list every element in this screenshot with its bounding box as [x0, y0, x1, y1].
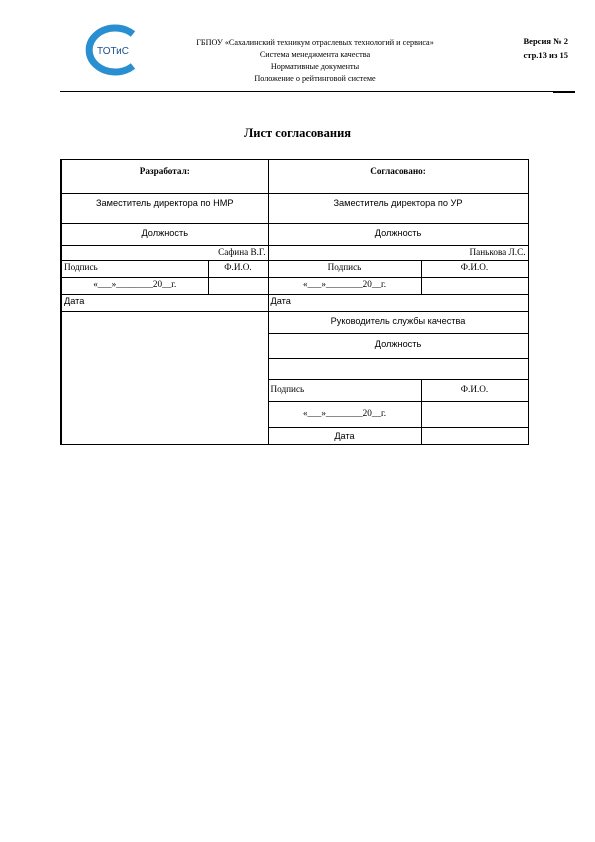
- left-date-caption: Дата: [61, 295, 268, 312]
- version-label: Версия № 2: [523, 36, 568, 46]
- right-position-value: Заместитель директора по УР: [268, 194, 528, 224]
- quality-head-position: Руководитель службы качества: [268, 312, 528, 334]
- left-fio-caption: Ф.И.О.: [208, 261, 268, 278]
- quality-date-caption: Дата: [268, 428, 421, 445]
- logo-text: ТОТиС: [97, 46, 129, 57]
- docs-category: Нормативные документы: [270, 62, 360, 71]
- left-position-value: Заместитель директора по НМР: [61, 194, 268, 224]
- left-empty-area: [61, 312, 268, 445]
- regulation-name: Положение о рейтинговой системе: [254, 74, 376, 83]
- agreed-header: Согласовано:: [268, 160, 528, 194]
- right-date-caption: Дата: [268, 295, 528, 312]
- left-date-placeholder: «___»________20__г.: [61, 278, 208, 295]
- quality-signature-caption: Подпись: [268, 380, 421, 402]
- quality-date-blank: [421, 402, 528, 428]
- left-date-blank: [208, 278, 268, 295]
- right-position-caption: Должность: [268, 224, 528, 246]
- right-name: Панькова Л.С.: [268, 246, 528, 261]
- right-date-placeholder: «___»________20__г.: [268, 278, 421, 295]
- quality-fio-caption: Ф.И.О.: [421, 380, 528, 402]
- right-fio-caption: Ф.И.О.: [421, 261, 528, 278]
- approval-table: [60, 159, 529, 445]
- system-name: Система менеджмента качества: [259, 50, 371, 59]
- quality-position-caption: Должность: [268, 334, 528, 359]
- quality-name-blank: [268, 359, 528, 380]
- right-date-blank: [421, 278, 528, 295]
- left-name: Сафина В.Г.: [61, 246, 268, 261]
- page-title: Лист согласования: [243, 126, 352, 140]
- left-position-caption: Должность: [61, 224, 268, 246]
- page-label: стр.13 из 15: [523, 50, 568, 60]
- header-divider: [60, 91, 575, 92]
- left-signature-caption: Подпись: [61, 261, 208, 278]
- quality-date-placeholder: «___»________20__г.: [268, 402, 421, 428]
- quality-date-extra: [421, 428, 528, 445]
- right-signature-caption: Подпись: [268, 261, 421, 278]
- header-divider-accent: [553, 92, 575, 93]
- developed-header: Разработал:: [61, 160, 268, 194]
- org-name: ГБПОУ «Сахалинский техникум отраслевых технологий и сервиса»: [196, 38, 434, 47]
- org-logo: [75, 24, 147, 76]
